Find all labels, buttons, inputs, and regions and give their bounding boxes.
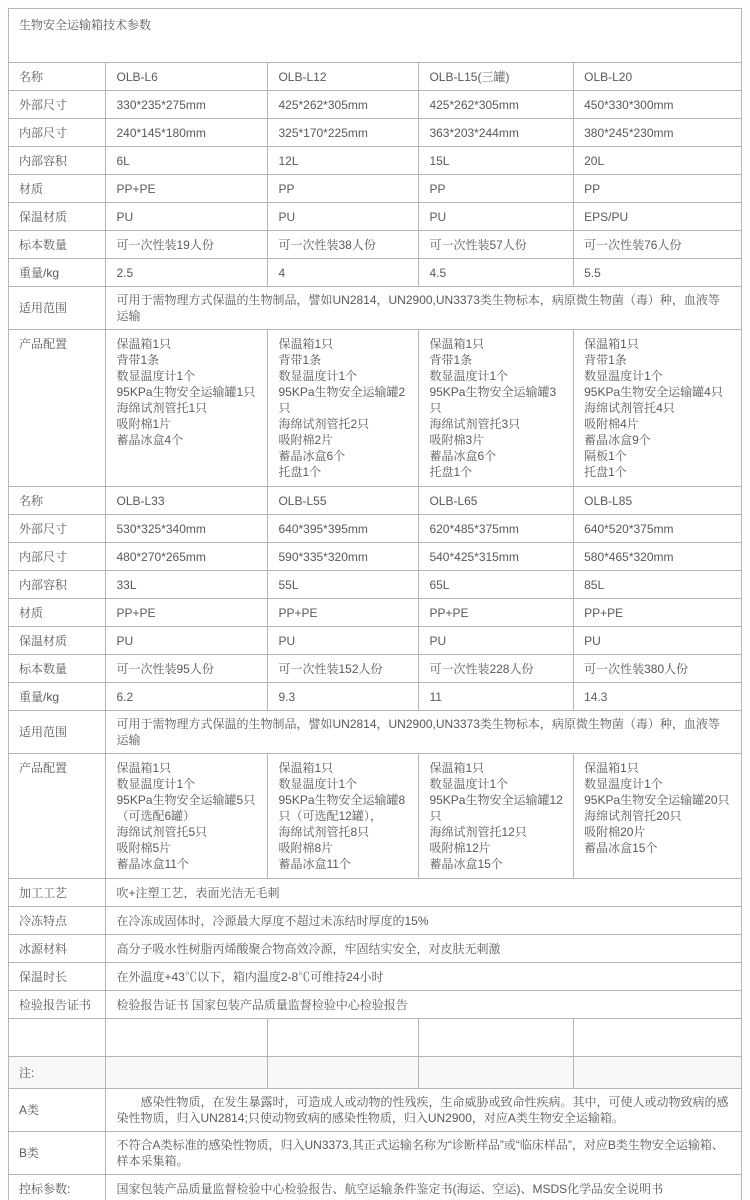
cell: 540*425*315mm	[419, 543, 574, 571]
cell: 2.5	[106, 259, 268, 287]
table-row	[9, 287, 742, 330]
row-span-value: 可用于需物理方式保温的生物制品，譬如UN2814，UN2900,UN3373类生物标本，病原微生物菌（毒）种，血液等运输	[106, 287, 742, 330]
row-label: 检验报告证书	[9, 991, 106, 1019]
cell: PP+PE	[106, 175, 268, 203]
cell: 4	[268, 259, 419, 287]
row-label: 内部容积	[9, 571, 106, 599]
config-line: 蓄晶冰盒9个	[584, 433, 651, 447]
config-line: 95KPa生物安全运输罐1只	[116, 385, 256, 399]
row-span-value: 吹+注塑工艺，表面光洁无毛刺	[106, 879, 742, 907]
config-line: 海绵试剂管托4只	[584, 401, 675, 415]
spec-table-body	[9, 9, 742, 1200]
cell: PP+PE	[419, 599, 574, 627]
config-line: 海绵试剂管托20只	[584, 809, 682, 823]
cell: 480*270*265mm	[106, 543, 268, 571]
config-line: 托盘1个	[429, 465, 473, 479]
config-line: 吸附棉4片	[584, 417, 639, 431]
cell: 6.2	[106, 683, 268, 711]
config-line: 托盘1个	[584, 465, 627, 479]
cell: OLB-L85	[574, 487, 742, 515]
cell: OLB-L55	[268, 487, 419, 515]
page-title: 生物安全运输箱技术参数	[9, 9, 742, 63]
cell: 15L	[419, 147, 574, 175]
row-label: 适用范围	[9, 711, 106, 754]
table-row	[9, 711, 742, 754]
cell	[268, 1057, 419, 1089]
config-line: 保温箱1只	[429, 761, 485, 775]
cell: PP+PE	[268, 599, 419, 627]
table-row	[9, 543, 742, 571]
config-line: 背带1条	[116, 353, 160, 367]
cell: OLB-L15(三罐)	[419, 63, 574, 91]
cell: 可一次性装152人份	[268, 655, 419, 683]
config-line: 海绵试剂管托2只	[278, 417, 370, 431]
config-line: 数显温度计1个	[584, 369, 663, 383]
config-line: 吸附棉1片	[116, 417, 172, 431]
config-line: 数显温度计1个	[278, 369, 358, 383]
cell: 11	[419, 683, 574, 711]
cell: OLB-L33	[106, 487, 268, 515]
table-row	[9, 487, 742, 515]
cell: 可一次性装19人份	[106, 231, 268, 259]
table-row	[9, 655, 742, 683]
config-line: 数显温度计1个	[584, 777, 663, 791]
config-cell	[574, 754, 742, 879]
config-line: 95KPa生物安全运输罐4只	[584, 385, 723, 399]
cell: 325*170*225mm	[268, 119, 419, 147]
table-row	[9, 147, 742, 175]
cell: 530*325*340mm	[106, 515, 268, 543]
cell: 620*485*375mm	[419, 515, 574, 543]
row-span-value: 检验报告证书 国家包装产品质量监督检验中心检验报告	[106, 991, 742, 1019]
cell: PU	[268, 627, 419, 655]
table-row	[9, 754, 742, 879]
config-cell	[268, 330, 419, 487]
table-row	[9, 935, 742, 963]
row-label: 内部尺寸	[9, 119, 106, 147]
row-label: 加工工艺	[9, 879, 106, 907]
row-label: B类	[9, 1132, 106, 1175]
config-line: 数显温度计1个	[429, 369, 509, 383]
cell: 可一次性装228人份	[419, 655, 574, 683]
cell: 9.3	[268, 683, 419, 711]
row-label	[9, 1019, 106, 1057]
config-line: 海绵试剂管托5只	[116, 825, 208, 839]
table-row	[9, 63, 742, 91]
table-row	[9, 515, 742, 543]
config-line: 海绵试剂管托12只	[429, 825, 527, 839]
table-row	[9, 9, 742, 63]
config-line: 吸附棉5片	[116, 841, 172, 855]
row-label: 保温材质	[9, 203, 106, 231]
cell: 33L	[106, 571, 268, 599]
config-line: 背带1条	[429, 353, 473, 367]
config-line: 95KPa生物安全运输罐2只	[278, 385, 406, 415]
row-label: 内部尺寸	[9, 543, 106, 571]
cell: 可一次性装95人份	[106, 655, 268, 683]
row-span-value: 不符合A类标准的感染性物质，归入UN3373,其正式运输名称为“诊断样品”或“临床样品”，对应B类生物安全运输箱、样本采集箱。	[106, 1132, 742, 1175]
row-label: 保温材质	[9, 627, 106, 655]
config-line: 保温箱1只	[116, 761, 172, 775]
cell: 可一次性装380人份	[574, 655, 742, 683]
table-row	[9, 330, 742, 487]
row-label: 材质	[9, 599, 106, 627]
cell: 可一次性装57人份	[419, 231, 574, 259]
row-label: 注:	[9, 1057, 106, 1089]
row-label: A类	[9, 1089, 106, 1132]
cell: OLB-L20	[574, 63, 742, 91]
config-line: 数显温度计1个	[429, 777, 509, 791]
row-span-value: 在外温度+43℃以下，箱内温度2-8℃可维持24小时	[106, 963, 742, 991]
cell: PU	[106, 203, 268, 231]
cell: 85L	[574, 571, 742, 599]
row-label: 材质	[9, 175, 106, 203]
config-line: 95KPa生物安全运输罐3只	[429, 385, 557, 415]
config-line: 背带1条	[584, 353, 627, 367]
cell: 240*145*180mm	[106, 119, 268, 147]
row-label: 重量/kg	[9, 259, 106, 287]
config-line: 95KPa生物安全运输罐20只	[584, 793, 730, 807]
spec-table	[8, 8, 742, 1200]
cell: 20L	[574, 147, 742, 175]
cell: 可一次性装76人份	[574, 231, 742, 259]
cell: 640*395*395mm	[268, 515, 419, 543]
table-row	[9, 175, 742, 203]
cell	[574, 1057, 742, 1089]
config-line: 保温箱1只	[584, 337, 639, 351]
config-cell	[106, 754, 268, 879]
cell	[268, 1019, 419, 1057]
config-line: 保温箱1只	[429, 337, 485, 351]
cell: 580*465*320mm	[574, 543, 742, 571]
row-label: 保温时长	[9, 963, 106, 991]
config-line: 95KPa生物安全运输罐5只（可选配6罐）	[116, 793, 256, 823]
config-line: 吸附棉3片	[429, 433, 485, 447]
cell: EPS/PU	[574, 203, 742, 231]
table-row	[9, 907, 742, 935]
table-row	[9, 683, 742, 711]
table-row	[9, 627, 742, 655]
cell: PU	[574, 627, 742, 655]
row-label: 产品配置	[9, 330, 106, 487]
config-line: 蓄晶冰盒11个	[116, 857, 189, 871]
cell: 4.5	[419, 259, 574, 287]
config-cell	[106, 330, 268, 487]
row-label: 内部容积	[9, 147, 106, 175]
cell: PP	[419, 175, 574, 203]
table-row	[9, 991, 742, 1019]
table-row	[9, 1175, 742, 1200]
cell: 330*235*275mm	[106, 91, 268, 119]
cell	[419, 1057, 574, 1089]
cell: OLB-L12	[268, 63, 419, 91]
table-row	[9, 1057, 742, 1089]
config-line: 托盘1个	[278, 465, 322, 479]
cell: PP+PE	[106, 599, 268, 627]
cell: OLB-L6	[106, 63, 268, 91]
cell	[106, 1019, 268, 1057]
cell: 425*262*305mm	[419, 91, 574, 119]
cell: 5.5	[574, 259, 742, 287]
table-row	[9, 119, 742, 147]
cell: 640*520*375mm	[574, 515, 742, 543]
table-row	[9, 91, 742, 119]
table-row	[9, 231, 742, 259]
row-label: 名称	[9, 63, 106, 91]
config-line: 蓄晶冰盒4个	[116, 433, 184, 447]
config-line: 吸附棉2片	[278, 433, 334, 447]
config-line: 蓄晶冰盒11个	[278, 857, 351, 871]
config-line: 95KPa生物安全运输罐12只	[429, 793, 563, 823]
cell: 6L	[106, 147, 268, 175]
config-line: 蓄晶冰盒6个	[278, 449, 346, 463]
config-line: 蓄晶冰盒6个	[429, 449, 497, 463]
config-line: 吸附棉20片	[584, 825, 646, 839]
config-cell	[574, 330, 742, 487]
cell	[574, 1019, 742, 1057]
table-row	[9, 879, 742, 907]
config-line: 95KPa生物安全运输罐8只（可选配12罐），	[278, 793, 406, 823]
config-line: 背带1条	[278, 353, 322, 367]
config-line: 海绵试剂管托3只	[429, 417, 521, 431]
config-line: 海绵试剂管托8只	[278, 825, 370, 839]
row-label: 冰源材料	[9, 935, 106, 963]
cell	[106, 1057, 268, 1089]
config-line: 吸附棉8片	[278, 841, 334, 855]
cell: PP	[574, 175, 742, 203]
row-span-value: 可用于需物理方式保温的生物制品，譬如UN2814，UN2900,UN3373类生物标本，病原微生物菌（毒）种，血液等运输	[106, 711, 742, 754]
config-line: 吸附棉12片	[429, 841, 491, 855]
cell: 425*262*305mm	[268, 91, 419, 119]
row-label: 标本数量	[9, 231, 106, 259]
cell: 12L	[268, 147, 419, 175]
table-row	[9, 1089, 742, 1132]
config-line: 隔板1个	[584, 449, 627, 463]
config-line: 保温箱1只	[278, 337, 334, 351]
row-span-value: 在冷冻成固体时，冷源最大厚度不超过未冻结时厚度的15%	[106, 907, 742, 935]
config-line: 保温箱1只	[116, 337, 172, 351]
table-row	[9, 203, 742, 231]
table-row	[9, 571, 742, 599]
row-label: 重量/kg	[9, 683, 106, 711]
config-cell	[419, 330, 574, 487]
cell: 450*330*300mm	[574, 91, 742, 119]
cell: PU	[419, 203, 574, 231]
row-label: 外部尺寸	[9, 515, 106, 543]
cell: 14.3	[574, 683, 742, 711]
table-row	[9, 259, 742, 287]
row-span-value: 国家包装产品质量监督检验中心检验报告、航空运输条件鉴定书(海运、空运)、MSDS化学品安全说明书	[106, 1175, 742, 1200]
cell: PU	[106, 627, 268, 655]
cell: 65L	[419, 571, 574, 599]
row-span-value: 感染性物质，在发生暴露时，可造成人或动物的性残疾，生命威胁或致命性疾病。其中，可使人或动物致病的感染性物质，归入UN2814;只使动物致病的感染性物质，归入UN2900，对应A类生物安全运输箱。	[106, 1089, 742, 1132]
cell: PP+PE	[574, 599, 742, 627]
row-label: 外部尺寸	[9, 91, 106, 119]
cell: 590*335*320mm	[268, 543, 419, 571]
config-cell	[419, 754, 574, 879]
row-label: 冷冻特点	[9, 907, 106, 935]
config-line: 保温箱1只	[278, 761, 334, 775]
row-label: 适用范围	[9, 287, 106, 330]
cell: 363*203*244mm	[419, 119, 574, 147]
row-label: 控标参数:	[9, 1175, 106, 1200]
table-row	[9, 1019, 742, 1057]
row-span-value: 高分子吸水性树脂丙烯酸聚合物高效冷源，牢固结实安全，对皮肤无刺激	[106, 935, 742, 963]
config-line: 数显温度计1个	[278, 777, 358, 791]
cell	[419, 1019, 574, 1057]
row-label: 标本数量	[9, 655, 106, 683]
cell: 可一次性装38人份	[268, 231, 419, 259]
row-label: 名称	[9, 487, 106, 515]
config-line: 蓄晶冰盒15个	[584, 841, 658, 855]
table-row	[9, 963, 742, 991]
cell: PU	[268, 203, 419, 231]
config-line: 保温箱1只	[584, 761, 639, 775]
cell: PU	[419, 627, 574, 655]
table-row	[9, 599, 742, 627]
table-row	[9, 1132, 742, 1175]
config-line: 数显温度计1个	[116, 369, 196, 383]
cell: OLB-L65	[419, 487, 574, 515]
row-label: 产品配置	[9, 754, 106, 879]
config-line: 数显温度计1个	[116, 777, 196, 791]
config-cell	[268, 754, 419, 879]
cell: 55L	[268, 571, 419, 599]
config-line: 海绵试剂管托1只	[116, 401, 208, 415]
cell: PP	[268, 175, 419, 203]
config-line: 蓄晶冰盒15个	[429, 857, 503, 871]
cell: 380*245*230mm	[574, 119, 742, 147]
